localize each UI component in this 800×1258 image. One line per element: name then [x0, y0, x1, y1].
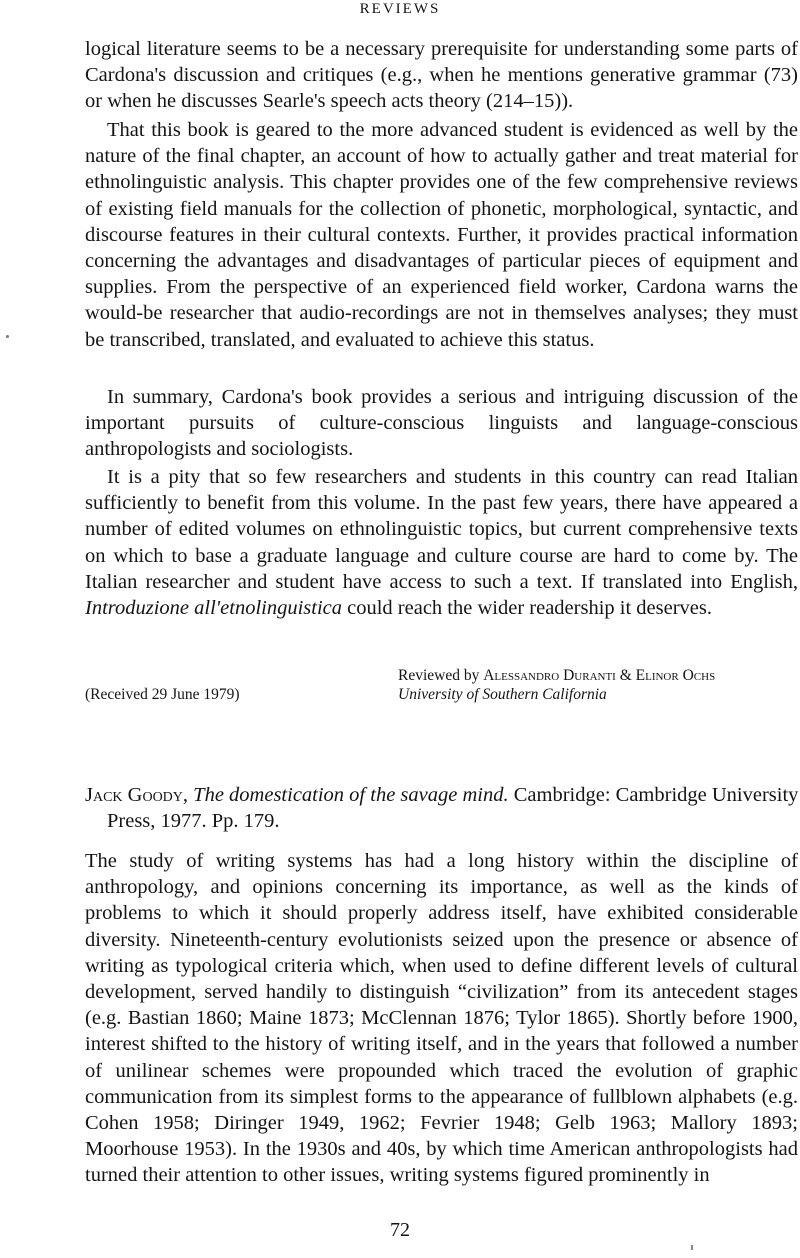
reviewer-credit	[85, 666, 798, 710]
received-date: (Received 29 June 1979)	[85, 686, 240, 703]
review1-paragraph-4	[85, 464, 798, 621]
review1-paragraph-1: logical literature seems to be a necessary prerequisite for understanding some parts of Cardona's discussion and critiques (e.g., when he mentions generative grammar (73) or when he discusses Searle's speech acts theory (214–15)).	[85, 38, 798, 113]
reviewed-by-label: Reviewed by	[398, 667, 480, 684]
scan-speck	[6, 335, 9, 338]
page-number: 72	[390, 1219, 410, 1241]
reviewer-names: Alessandro Duranti & Elinor Ochs	[483, 667, 716, 684]
review1-paragraph-2: That this book is geared to the more advanced student is evidenced as well by the nature of the final chapter, an account of how to actually gather and treat material for ethnolinguistic analysis. This chapter provides one of the few comprehensive reviews of existing field manuals for the collection of phonetic, morphological, syntactic, and discourse features in their cultural contexts. Further, it provides practical information concerning the advantages and disadvantages of particular pieces of equipment and supplies. From the perspective of an experienced field worker, Cardona warns the would-be researcher that audio-recordings are not in themselves analyses; they must be transcribed, translated, and evaluated to achieve this status.	[85, 119, 798, 351]
scan-mark	[691, 1245, 693, 1250]
running-head: REVIEWS	[359, 1, 441, 17]
book-title-italic: Introduzione all'etnolinguistica	[85, 597, 343, 620]
review1-paragraph-3: In summary, Cardona's book provides a serious and intriguing discussion of the important pursuits of culture-conscious linguists and language-conscious anthropologists and sociologists.	[85, 386, 798, 461]
review2-citation: Jack Goody, The domestication of the savage mind. Cambridge: Cambridge University Press, 1977. Pp. 179.	[85, 784, 799, 833]
review1-paragraph-4-end: could reach the wider readership it deserves.	[342, 597, 712, 620]
reviewed-by-line	[398, 666, 715, 685]
review2-book-title: The domestication of the savage mind.	[193, 784, 509, 806]
review2-author: Jack Goody	[85, 784, 183, 806]
review2-publisher: Cambridge: Cambridge University Press, 1977. Pp. 179.	[107, 784, 799, 833]
reviewer-affiliation: University of Southern California	[398, 686, 607, 703]
review1-paragraph-4-text: It is a pity that so few researchers and students in this country can read Italian sufficiently to benefit from this volume. In the past few years, there have appeared a number of edited volumes on ethnolinguistic topics, but current comprehensive texts on which to base a graduate language and culture course are hard to come by. The Italian researcher and student have access to such a text. If translated into English,	[85, 466, 798, 593]
review2-paragraph-1: The study of writing systems has had a long history within the discipline of anthropology, and opinions concerning its importance, as well as the kinds of problems to which it should properly address itself, have exhibited considerable diversity. Nineteenth-century evolutionists seized upon the presence or absence of writing as typological criteria which, when used to define different levels of cultural development, served handily to distinguish “civilization” from its antecedent stages (e.g. Bastian 1860; Maine 1873; McClennan 1876; Tylor 1865). Shortly before 1900, interest shifted to the history of writing itself, and in the years that followed a number of unilinear schemes were propounded which traced the evolution of graphic communication from its simplest forms to the appearance of fullblown alphabets (e.g. Cohen 1958; Diringer 1949, 1962; Fevrier 1948; Gelb 1963; Mallory 1893; Moorhouse 1953). In the 1930s and 40s, by which time American anthropologists had turned their attention to other issues, writing systems figured prominently in	[85, 850, 798, 1187]
